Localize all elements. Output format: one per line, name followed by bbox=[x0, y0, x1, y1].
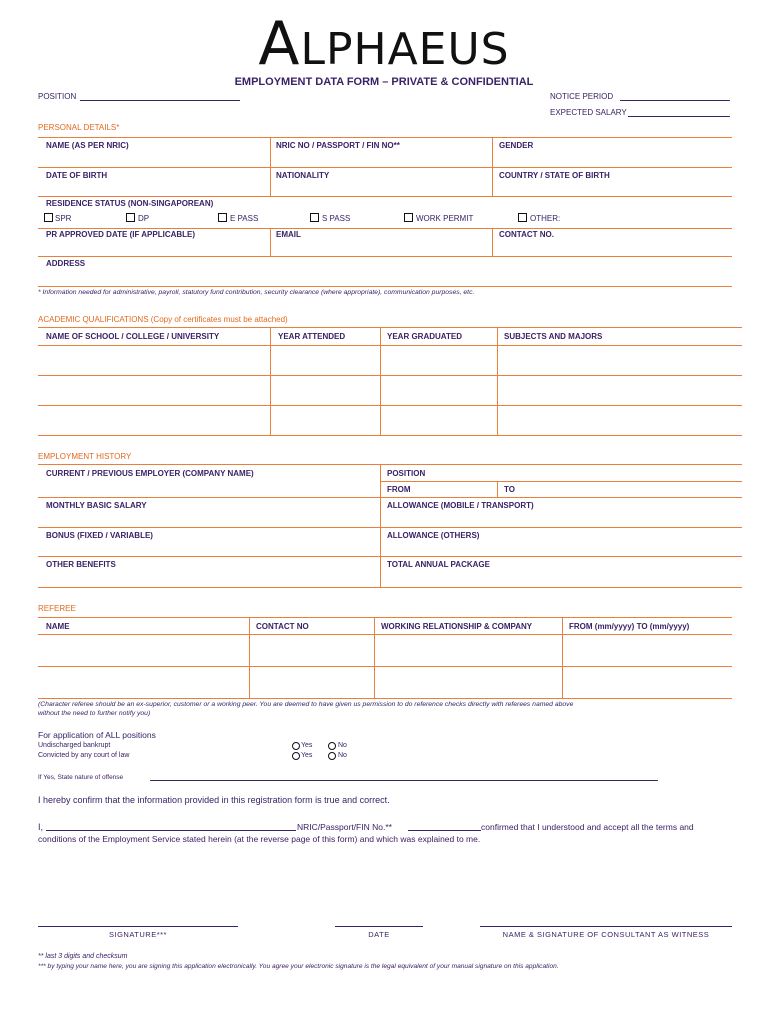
form-title: EMPLOYMENT DATA FORM – PRIVATE & CONFIDENTIAL bbox=[234, 76, 534, 88]
work-permit-checkbox[interactable] bbox=[404, 213, 413, 222]
divider bbox=[380, 327, 381, 435]
divider bbox=[38, 345, 742, 346]
divider bbox=[38, 167, 732, 168]
referee-relationship-header: WORKING RELATIONSHIP & COMPANY bbox=[381, 622, 533, 631]
employment-heading: EMPLOYMENT HISTORY bbox=[38, 452, 132, 461]
referee-heading: REFEREE bbox=[38, 604, 76, 613]
convicted-yes-radio[interactable] bbox=[292, 752, 300, 760]
position-field[interactable] bbox=[80, 100, 240, 101]
declaration-prefix: I, bbox=[38, 822, 44, 832]
divider bbox=[38, 256, 732, 257]
bankrupt-yes-label: Yes bbox=[301, 742, 313, 749]
divider bbox=[497, 327, 498, 435]
referee-note-line2: without the need to further notify you) bbox=[38, 710, 151, 717]
email-label: EMAIL bbox=[276, 230, 301, 239]
school-header: NAME OF SCHOOL / COLLEGE / UNIVERSITY bbox=[46, 332, 220, 341]
notice-period-field[interactable] bbox=[620, 100, 730, 101]
signature-field[interactable] bbox=[38, 926, 238, 927]
confirmation-text: I hereby confirm that the information provided in this registration form is true and correct. bbox=[38, 795, 390, 805]
divider bbox=[38, 286, 732, 287]
nationality-label: NATIONALITY bbox=[276, 171, 330, 180]
divider bbox=[249, 617, 250, 698]
witness-label: NAME & SIGNATURE OF CONSULTANT AS WITNESS bbox=[502, 930, 710, 939]
offense-field[interactable] bbox=[150, 780, 658, 781]
dob-label: DATE OF BIRTH bbox=[46, 171, 108, 180]
expected-salary-field[interactable] bbox=[628, 116, 730, 117]
divider bbox=[374, 617, 375, 698]
bonus-label: BONUS (FIXED / VARIABLE) bbox=[46, 531, 153, 540]
bankrupt-label: Undischarged bankrupt bbox=[38, 742, 111, 749]
nric-label: NRIC NO / PASSPORT / FIN NO** bbox=[276, 141, 400, 150]
convicted-yes-label: Yes bbox=[301, 752, 313, 759]
address-label: ADDRESS bbox=[46, 259, 86, 268]
year-attended-header: YEAR ATTENDED bbox=[278, 332, 346, 341]
employer-label: CURRENT / PREVIOUS EMPLOYER (COMPANY NAME) bbox=[46, 469, 254, 478]
divider bbox=[38, 327, 742, 328]
convicted-no-radio[interactable] bbox=[328, 752, 336, 760]
declaration-suffix: confirmed that I understood and accept all the terms and bbox=[481, 822, 694, 832]
academic-heading: ACADEMIC QUALIFICATIONS (Copy of certificates must be attached) bbox=[38, 315, 288, 324]
gender-label: GENDER bbox=[499, 141, 534, 150]
referee-period-header: FROM (mm/yyyy) TO (mm/yyyy) bbox=[569, 622, 690, 631]
other-checkbox[interactable] bbox=[518, 213, 527, 222]
divider bbox=[270, 228, 271, 256]
spass-checkbox[interactable] bbox=[310, 213, 319, 222]
pr-date-label: PR APPROVED DATE (IF APPLICABLE) bbox=[46, 230, 196, 239]
spr-checkbox[interactable] bbox=[44, 213, 53, 222]
divider bbox=[38, 405, 742, 406]
work-permit-label: WORK PERMIT bbox=[416, 214, 474, 223]
divider bbox=[270, 327, 271, 435]
footnote-checksum: ** last 3 digits and checksum bbox=[38, 953, 128, 960]
divider bbox=[38, 497, 742, 498]
residence-label: RESIDENCE STATUS (NON-SINGAPOREAN) bbox=[46, 199, 214, 208]
divider bbox=[38, 634, 732, 635]
divider bbox=[38, 587, 742, 588]
divider bbox=[38, 228, 732, 229]
divider bbox=[38, 617, 732, 618]
date-field[interactable] bbox=[335, 926, 423, 927]
divider bbox=[38, 464, 742, 465]
footnote-esignature: *** by typing your name here, you are signing this application electronically. You agree your electronic signature is the legal equivalent of your manual signature on this application. bbox=[38, 963, 559, 970]
referee-name-header: NAME bbox=[46, 622, 70, 631]
bankrupt-no-radio[interactable] bbox=[328, 742, 336, 750]
declarant-name-field[interactable] bbox=[46, 830, 296, 831]
emp-position-label: POSITION bbox=[387, 469, 426, 478]
divider bbox=[38, 137, 732, 138]
to-label: TO bbox=[504, 485, 515, 494]
divider bbox=[38, 375, 742, 376]
declaration-nric-label: NRIC/Passport/FIN No.** bbox=[297, 822, 392, 832]
other-label: OTHER: bbox=[530, 214, 561, 223]
declaration-line2: conditions of the Employment Service stated herein (at the reverse page of this form) and which was explained to me. bbox=[38, 834, 481, 844]
benefits-label: OTHER BENEFITS bbox=[46, 560, 116, 569]
from-label: FROM bbox=[387, 485, 411, 494]
contact-label: CONTACT NO. bbox=[499, 230, 554, 239]
notice-period-label: NOTICE PERIOD bbox=[550, 92, 614, 101]
declarant-nric-field[interactable] bbox=[408, 830, 481, 831]
application-heading: For application of ALL positions bbox=[38, 730, 156, 740]
name-label: NAME (AS PER NRIC) bbox=[46, 141, 129, 150]
position-label: POSITION bbox=[38, 92, 77, 101]
divider bbox=[380, 464, 381, 587]
offense-label: If Yes, State nature of offense bbox=[38, 774, 124, 781]
total-package-label: TOTAL ANNUAL PACKAGE bbox=[387, 560, 490, 569]
spr-label: SPR bbox=[55, 214, 72, 223]
allowance-mobile-label: ALLOWANCE (MOBILE / TRANSPORT) bbox=[387, 501, 534, 510]
referee-note-line1: (Character referee should be an ex-superior, customer or a working peer. You are deemed to have given us permission to do reference checks directly with referees named above bbox=[38, 701, 574, 708]
allowance-others-label: ALLOWANCE (OTHERS) bbox=[387, 531, 480, 540]
dp-checkbox[interactable] bbox=[126, 213, 135, 222]
country-label: COUNTRY / STATE OF BIRTH bbox=[499, 171, 610, 180]
date-label: DATE bbox=[368, 930, 390, 939]
bankrupt-yes-radio[interactable] bbox=[292, 742, 300, 750]
referee-contact-header: CONTACT NO bbox=[256, 622, 309, 631]
divider bbox=[38, 556, 742, 557]
bankrupt-no-label: No bbox=[338, 742, 347, 749]
divider bbox=[562, 617, 563, 698]
epass-label: E PASS bbox=[230, 214, 259, 223]
witness-field[interactable] bbox=[480, 926, 732, 927]
divider bbox=[270, 137, 271, 196]
divider bbox=[38, 435, 742, 436]
subjects-header: SUBJECTS AND MAJORS bbox=[504, 332, 603, 341]
year-graduated-header: YEAR GRADUATED bbox=[387, 332, 462, 341]
convicted-label: Convicted by any court of law bbox=[38, 752, 130, 759]
divider bbox=[497, 481, 498, 497]
divider bbox=[38, 698, 732, 699]
convicted-no-label: No bbox=[338, 752, 347, 759]
personal-details-heading: PERSONAL DETAILS* bbox=[38, 123, 120, 132]
divider bbox=[38, 527, 742, 528]
expected-salary-label: EXPECTED SALARY bbox=[550, 108, 627, 117]
epass-checkbox[interactable] bbox=[218, 213, 227, 222]
salary-label: MONTHLY BASIC SALARY bbox=[46, 501, 147, 510]
dp-label: DP bbox=[138, 214, 150, 223]
signature-label: SIGNATURE*** bbox=[109, 930, 167, 939]
divider bbox=[492, 137, 493, 196]
divider bbox=[38, 666, 732, 667]
divider bbox=[492, 228, 493, 256]
divider bbox=[38, 196, 732, 197]
spass-label: S PASS bbox=[322, 214, 351, 223]
personal-note: * Information needed for administrative, payroll, statutory fund contribution, security clearance (where appropriate), communication purposes, etc. bbox=[38, 289, 475, 296]
company-logo: ALPHAEUS bbox=[258, 9, 510, 79]
divider bbox=[380, 481, 742, 482]
